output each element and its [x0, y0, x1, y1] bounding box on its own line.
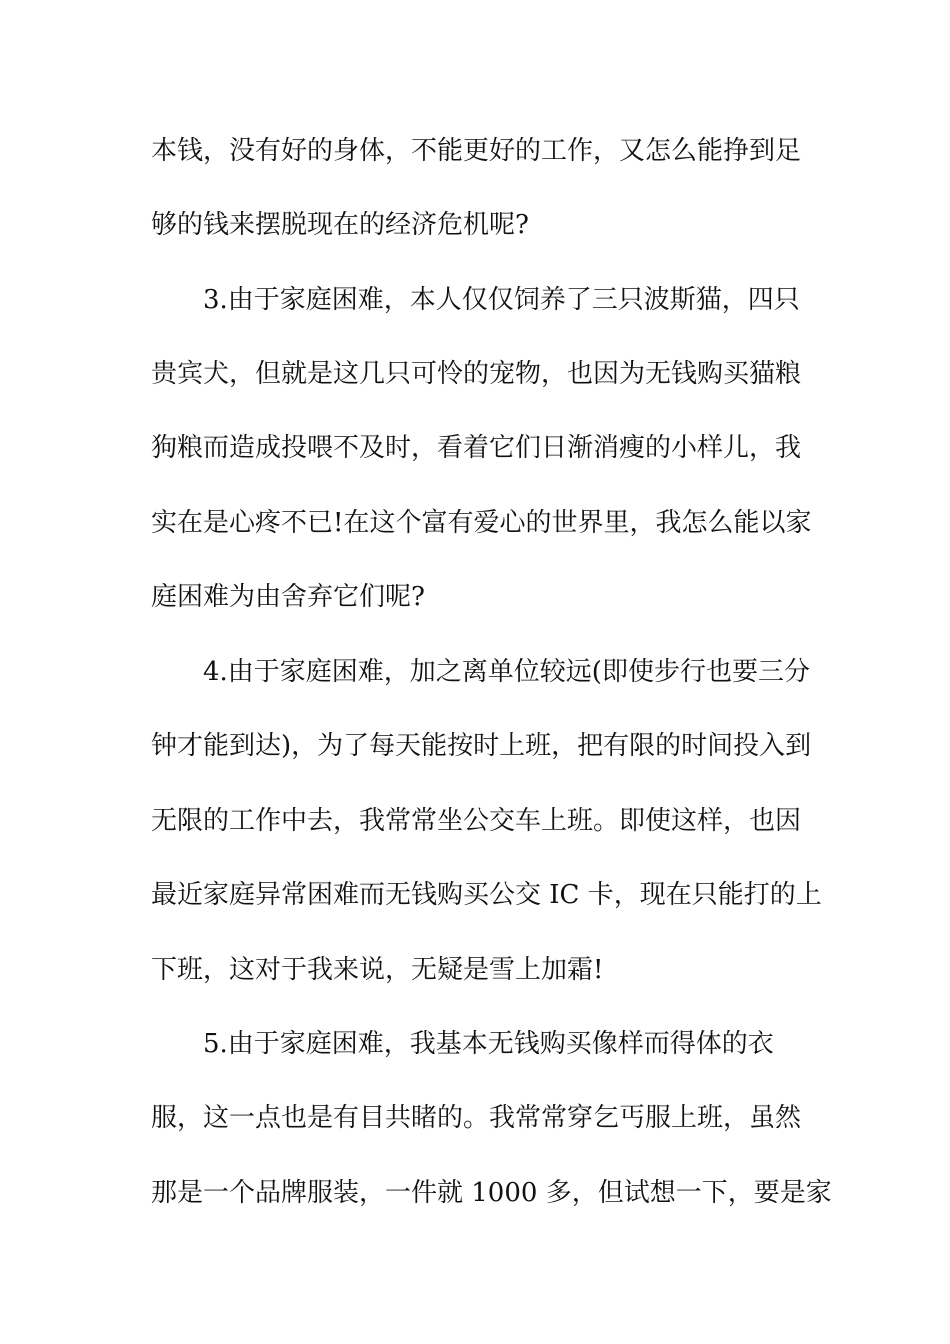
text-line: 庭困难为由舍弃它们呢?	[151, 582, 425, 612]
text-line: 服，这一点也是有目共睹的。我常常穿乞丐服上班，虽然	[151, 1103, 802, 1133]
text-line: 狗粮而造成投喂不及时，看着它们日渐消瘦的小样儿，我	[151, 433, 802, 463]
text-line: 钟才能到达)，为了每天能按时上班，把有限的时间投入到	[151, 731, 812, 761]
text-line: 贵宾犬，但就是这几只可怜的宠物，也因为无钱购买猫粮	[151, 359, 802, 389]
text-line: 实在是心疼不已!在这个富有爱心的世界里，我怎么能以家	[151, 508, 812, 538]
text-line: 下班，这对于我来说，无疑是雪上加霜!	[151, 955, 604, 985]
text-line: 那是一个品牌服装，一件就 1000 多，但试想一下，要是家	[151, 1178, 832, 1208]
paragraph-3-start: 3.由于家庭困难，本人仅仅饲养了三只波斯猫，四只	[203, 285, 800, 315]
text-line: 本钱，没有好的身体，不能更好的工作，又怎么能挣到足	[151, 136, 802, 166]
paragraph-4-start: 4.由于家庭困难，加之离单位较远(即使步行也要三分	[203, 657, 810, 687]
text-line: 无限的工作中去，我常常坐公交车上班。即使这样，也因	[151, 806, 802, 836]
text-line: 最近家庭异常困难而无钱购买公交 IC 卡，现在只能打的上	[151, 880, 822, 910]
text-line: 够的钱来摆脱现在的经济危机呢?	[151, 210, 529, 240]
paragraph-5-start: 5.由于家庭困难，我基本无钱购买像样而得体的衣	[203, 1029, 774, 1059]
